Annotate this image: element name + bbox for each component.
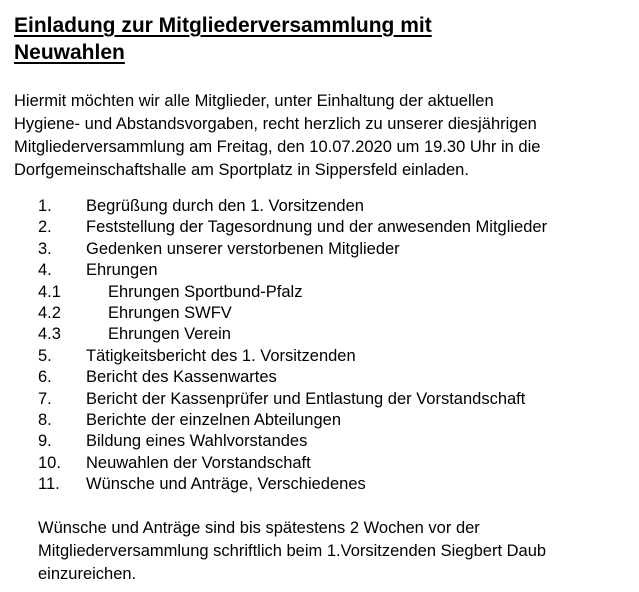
agenda-item-number: 4.3 [38,325,61,344]
agenda-item [0,453,639,474]
agenda-item [0,196,639,217]
title-line: Neuwahlen [14,41,125,64]
agenda-item [0,410,639,431]
agenda-item-number: 11. [38,475,60,494]
agenda-item-number: 3. [38,239,52,258]
document-title [14,12,634,66]
agenda-item [0,474,639,495]
agenda-item-text: Begrüßung durch den 1. Vorsitzenden [86,197,364,215]
agenda-item-number: 9. [38,432,52,451]
agenda-subitem [0,282,639,303]
intro-line: Dorfgemeinschaftshalle am Sportplatz in Sippersfeld einladen. [14,161,469,179]
closing-line: Wünsche und Anträge sind bis spätestens 2 Wochen vor der [38,519,480,537]
agenda-item-number: 7. [38,389,52,408]
agenda-item [0,346,639,367]
agenda-item-text: Ehrungen Verein [108,325,231,344]
closing-line: einzureichen. [38,565,137,583]
agenda-item-text: Bericht des Kassenwartes [86,368,277,387]
agenda-item-text: Ehrungen [86,261,158,280]
agenda-item-number: 6. [38,368,52,387]
agenda-item-text: Ehrungen SWFV [108,303,232,322]
agenda-item [0,431,639,452]
agenda-item-text: Bericht der Kassenprüfer und Entlastung der Vorstandschaft [86,389,526,408]
agenda-item-text: Bildung eines Wahlvorstandes [86,432,308,451]
agenda-item-text: Gedenken unserer verstorbenen Mitglieder [86,239,400,258]
agenda-item [0,389,639,410]
agenda-item-text: Neuwahlen der Vorstandschaft [86,453,311,472]
agenda-item-number: 4.2 [38,303,61,322]
agenda-item-text: Berichte der einzelnen Abteilungen [86,410,342,429]
agenda-subitem [0,324,639,345]
agenda-item [0,260,639,281]
agenda-item-number: 4. [38,261,52,280]
closing-line: Mitgliederversammlung schriftlich beim 1.Vorsitzenden Siegbert Daub [38,542,547,560]
agenda-item [0,217,639,238]
agenda-item-number: 1. [38,197,52,215]
agenda-item-number: 2. [38,218,52,237]
intro-line: Hygiene- und Abstandsvorgaben, recht herzlich zu unserer diesjährigen [14,115,537,133]
agenda-item-text: Feststellung der Tagesordnung und der anwesenden Mitglieder [86,218,548,237]
title-line: Einladung zur Mitgliederversammlung mit [14,14,432,37]
intro-paragraph [14,90,634,182]
agenda-item-number: 5. [38,346,52,365]
agenda-item-number: 8. [38,410,52,429]
agenda-item-number: 10. [38,453,61,472]
agenda-item-text: Wünsche und Anträge, Verschiedenes [86,475,366,494]
intro-line: Hiermit möchten wir alle Mitglieder, unter Einhaltung der aktuellen [14,92,494,110]
agenda-item-number: 4.1 [38,282,61,301]
agenda-item-text: Ehrungen Sportbund-Pfalz [108,282,303,301]
agenda-item [0,239,639,260]
intro-line: Mitgliederversammlung am Freitag, den 10.07.2020 um 19.30 Uhr in die [14,138,541,156]
agenda-list [0,196,639,495]
agenda-item-text: Tätigkeitsbericht des 1. Vorsitzenden [86,346,356,365]
agenda-item [0,367,639,388]
closing-paragraph [38,517,636,586]
agenda-subitem [0,303,639,324]
